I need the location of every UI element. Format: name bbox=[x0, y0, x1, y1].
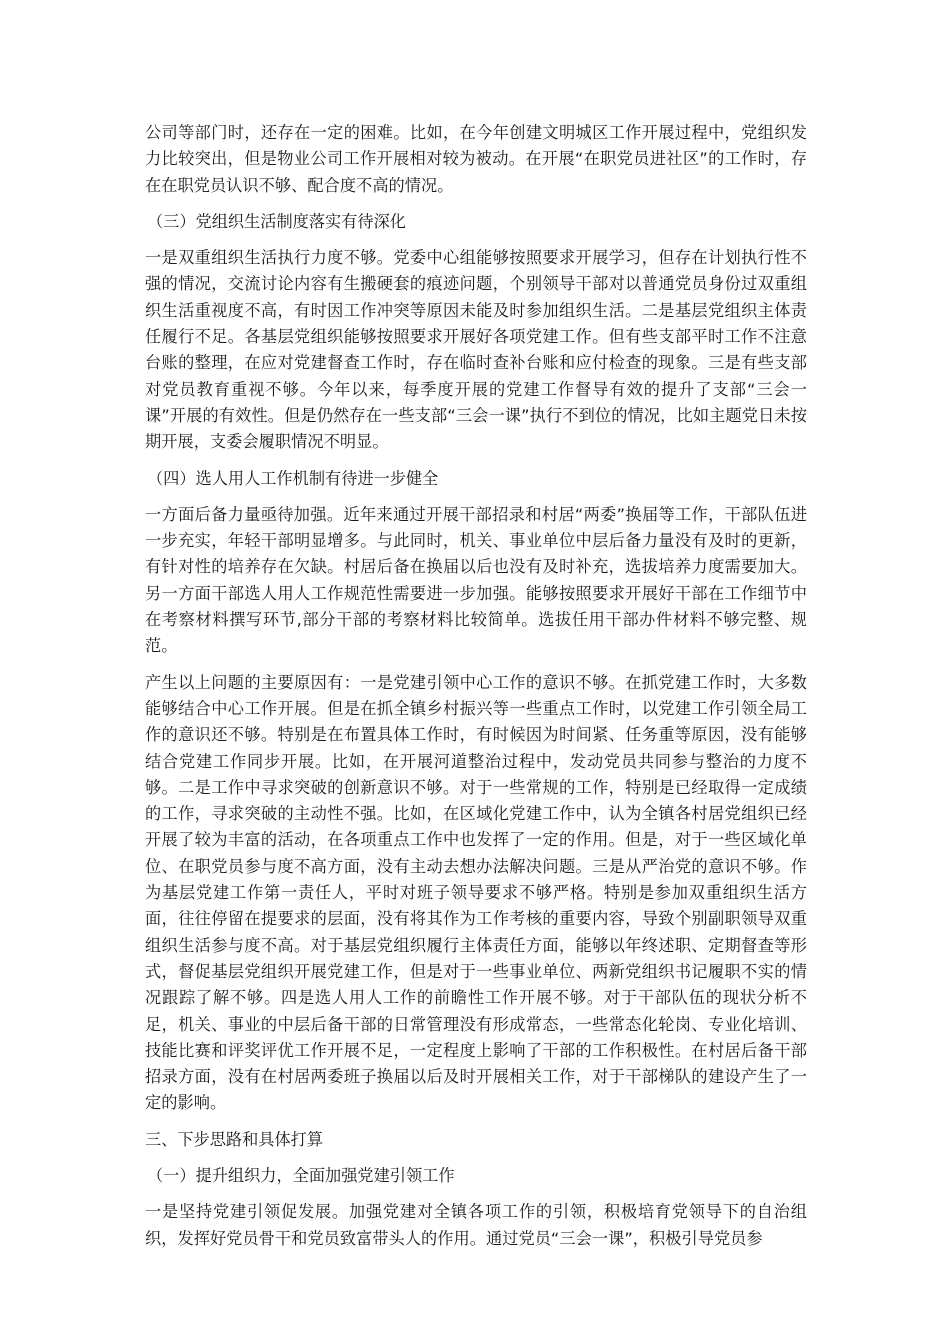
paragraph-2: 一是双重组织生活执行力度不够。党委中心组能够按照要求开展学习，但存在计划执行性不强的情况，交流讨论内容有生搬硬套的痕迹问题，个别领导干部对以普通党员身份过双重组织生活重视度不高，有时因工作冲突等原因未能及时参加组织生活。二是基层党组织主体责任履行不足。各基层党组织能够按照要求开展好各项党建工作。但有些支部平时工作不注意台账的整理，在应对党建督查工作时，存在临时查补台账和应付检查的现象。三是有些支部对党员教育重视不够。今年以来，每季度开展的党建工作督导有效的提升了支部“三会一课”开展的有效性。但是仍然存在一些支部“三会一课”执行不到位的情况，比如主题党日未按期开展，支委会履职情况不明显。 bbox=[145, 248, 807, 452]
paragraph-4: 产生以上问题的主要原因有：一是党建引领中心工作的意识不够。在抓党建工作时，大多数能够结合中心工作开展。但是在抓全镇乡村振兴等一些重点工作时，以党建工作引领全局工作的意识还不够。特别是在布置具体工作时，有时候因为时间紧、任务重等原因，没有能够结合党建工作同步开展。比如，在开展河道整治过程中，发动党员共同参与整治的力度不够。二是工作中寻求突破的创新意识不够。对于一些常规的工作，特别是已经取得一定成绩的工作，寻求突破的主动性不强。比如，在区域化党建工作中，认为全镇各村居党组织已经开展了较为丰富的活动，在各项重点工作中也发挥了一定的作用。但是，对于一些区域化单位、在职党员参与度不高方面，没有主动去想办法解决问题。三是从严治党的意识不够。作为基层党建工作第一责任人，平时对班子领导要求不够严格。特别是参加双重组织生活方面，往往停留在提要求的层面，没有将其作为工作考核的重要内容，导致个别副职领导双重组织生活参与度不高。对于基层党组织履行主体责任方面，能够以年终述职、定期督查等形式，督促基层党组织开展党建工作，但是对于一些事业单位、两新党组织书记履职不实的情况跟踪了解不够。四是选人用人工作的前瞻性工作开展不够。对于干部队伍的现状分析不足，机关、事业的中层后备干部的日常管理没有形成常态，一些常态化轮岗、专业化培训、技能比赛和评奖评优工作开展不足，一定程度上影响了干部的工作积极性。在村居后备干部招录方面，没有在村居两委班子换届以后及时开展相关工作，对于干部梯队的建设产生了一定的影响。 bbox=[145, 672, 807, 1113]
section-heading-1: （一）提升组织力，全面加强党建引领工作 bbox=[147, 1165, 455, 1185]
section-heading-3: （三）党组织生活制度落实有待深化 bbox=[147, 211, 406, 231]
paragraph-1: 公司等部门时，还存在一定的困难。比如，在今年创建文明城区工作开展过程中，党组织发力比较突出，但是物业公司工作开展相对较为被动。在开展“在职党员进社区”的工作时，存在在职党员认识不够、配合度不高的情况。 bbox=[145, 123, 807, 195]
section-heading-4: （四）选人用人工作机制有待进一步健全 bbox=[147, 468, 439, 488]
paragraph-3: 一方面后备力量亟待加强。近年来通过开展干部招录和村居“两委”换届等工作，干部队伍进一步充实，年轻干部明显增多。与此同时，机关、事业单位中层后备力量没有及时的更新，有针对性的培养存在欠缺。村居后备在换届以后也没有及时补充，选拔培养力度需要加大。另一方面干部选人用人工作规范性需要进一步加强。能够按照要求开展好干部在工作细节中在考察材料撰写环节,部分干部的考察材料比较简单。选拔任用干部办件材料不够完整、规范。 bbox=[145, 504, 807, 656]
paragraph-5: 一是坚持党建引领促发展。加强党建对全镇各项工作的引领，积极培育党领导下的自治组织，发挥好党员骨干和党员致富带头人的作用。通过党员“三会一课”，积极引导党员参 bbox=[145, 1202, 807, 1248]
document-page bbox=[145, 120, 807, 1262]
chapter-heading-3: 三、下步思路和具体打算 bbox=[145, 1129, 324, 1149]
